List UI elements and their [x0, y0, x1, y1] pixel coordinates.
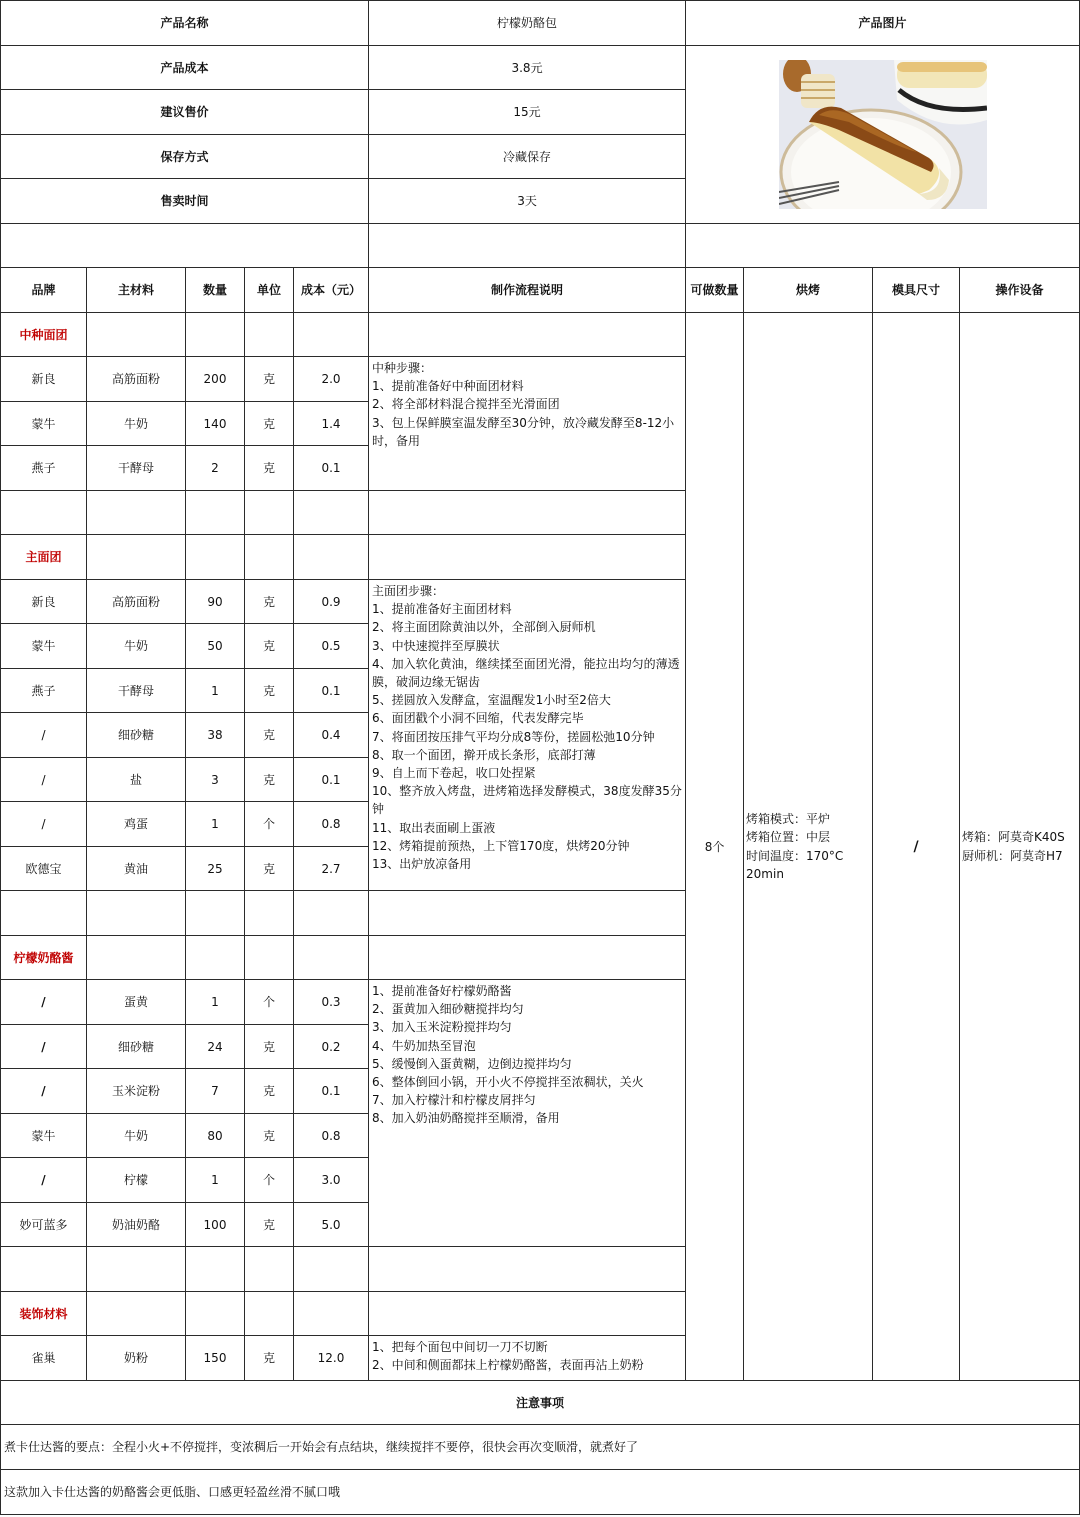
unit-cell: 个 [245, 1158, 294, 1203]
empty-cell [245, 936, 294, 980]
empty-cell [245, 313, 294, 357]
empty-cell [245, 1292, 294, 1336]
empty-cell [294, 1292, 369, 1336]
unit-cell: 克 [245, 1025, 294, 1069]
cost-cell: 0.4 [294, 713, 369, 758]
unit-cell: 克 [245, 1203, 294, 1247]
section-title: 主面团 [1, 535, 87, 580]
empty-cell [294, 936, 369, 980]
ingredient-cell: 牛奶 [87, 402, 186, 446]
brand-cell: / [1, 758, 87, 802]
ingredient-cell: 牛奶 [87, 1114, 186, 1158]
cost-cell: 2.7 [294, 847, 369, 891]
empty-cell [294, 491, 369, 535]
empty-cell [186, 313, 245, 357]
cost-cell: 0.8 [294, 1114, 369, 1158]
brand-cell: / [1, 1069, 87, 1114]
shelf-life-label: 售卖时间 [1, 179, 369, 224]
cost-cell: 0.1 [294, 669, 369, 713]
ingredient-cell: 鸡蛋 [87, 802, 186, 847]
cost-cell: 0.5 [294, 624, 369, 669]
product-cost-label: 产品成本 [1, 46, 369, 90]
empty-cell [369, 313, 686, 357]
empty-cell [87, 1292, 186, 1336]
quantity-cell: 25 [186, 847, 245, 891]
col-bake: 烘烤 [744, 268, 873, 313]
col-quantity: 数量 [186, 268, 245, 313]
cost-cell: 0.3 [294, 980, 369, 1025]
section-title: 中种面团 [1, 313, 87, 357]
unit-cell: 克 [245, 402, 294, 446]
empty-cell [87, 891, 186, 936]
brand-cell: / [1, 713, 87, 758]
empty-cell [1, 491, 87, 535]
empty-cell [87, 491, 186, 535]
unit-cell: 克 [245, 669, 294, 713]
empty-cell [369, 491, 686, 535]
unit-cell: 克 [245, 1336, 294, 1381]
empty-cell [294, 535, 369, 580]
empty-cell [1, 891, 87, 936]
product-name-label: 产品名称 [1, 1, 369, 46]
empty-cell [369, 1292, 686, 1336]
brand-cell: 新良 [1, 357, 87, 402]
unit-cell: 克 [245, 758, 294, 802]
quantity-cell: 80 [186, 1114, 245, 1158]
empty-cell [186, 491, 245, 535]
cost-cell: 0.1 [294, 446, 369, 491]
unit-cell: 个 [245, 980, 294, 1025]
suggested-price-label: 建议售价 [1, 90, 369, 135]
brand-cell: / [1, 1158, 87, 1203]
product-name-value: 柠檬奶酪包 [369, 1, 686, 46]
empty-cell [245, 1247, 294, 1292]
ingredient-cell: 蛋黄 [87, 980, 186, 1025]
empty-cell [186, 1247, 245, 1292]
section-title: 装饰材料 [1, 1292, 87, 1336]
brand-cell: 蒙牛 [1, 624, 87, 669]
col-ingredient: 主材料 [87, 268, 186, 313]
quantity-cell: 90 [186, 580, 245, 624]
col-cost: 成本（元） [294, 268, 369, 313]
empty-cell [294, 891, 369, 936]
col-yield: 可做数量 [686, 268, 744, 313]
empty-cell [1, 1247, 87, 1292]
storage-label: 保存方式 [1, 135, 369, 179]
unit-cell: 克 [245, 580, 294, 624]
quantity-cell: 1 [186, 980, 245, 1025]
empty-cell [186, 936, 245, 980]
ingredient-cell: 牛奶 [87, 624, 186, 669]
quantity-cell: 200 [186, 357, 245, 402]
ingredient-cell: 盐 [87, 758, 186, 802]
product-cost-value: 3.8元 [369, 46, 686, 90]
ingredient-cell: 奶粉 [87, 1336, 186, 1381]
cost-cell: 0.9 [294, 580, 369, 624]
empty-cell [1, 224, 369, 268]
empty-cell [686, 224, 1080, 268]
suggested-price-value: 15元 [369, 90, 686, 135]
brand-cell: / [1, 1025, 87, 1069]
quantity-cell: 100 [186, 1203, 245, 1247]
note-item: 这款加入卡仕达酱的奶酪酱会更低脂、口感更轻盈丝滑不腻口哦 [1, 1470, 1080, 1515]
process-steps: 1、把每个面包中间切一刀不切断 2、中间和侧面都抹上柠檬奶酪酱，表面再沾上奶粉 [369, 1336, 686, 1381]
notes-title: 注意事项 [1, 1381, 1080, 1425]
empty-cell [186, 535, 245, 580]
unit-cell: 克 [245, 1114, 294, 1158]
ingredient-cell: 细砂糖 [87, 713, 186, 758]
empty-cell [87, 535, 186, 580]
process-steps: 中种步骤： 1、提前准备好中种面团材料 2、将全部材料混合搅拌至光滑面团 3、包上保鲜膜室温发酵至30分钟，放冷藏发酵至8-12小时，备用 [369, 357, 686, 491]
equipment-value: 烤箱：阿莫奇K40S 厨师机：阿莫奇H7 [960, 313, 1080, 1381]
product-image-label: 产品图片 [686, 1, 1080, 46]
section-title: 柠檬奶酪酱 [1, 936, 87, 980]
unit-cell: 克 [245, 847, 294, 891]
cost-cell: 0.1 [294, 1069, 369, 1114]
empty-cell [186, 1292, 245, 1336]
brand-cell: 欧德宝 [1, 847, 87, 891]
cost-cell: 12.0 [294, 1336, 369, 1381]
quantity-cell: 50 [186, 624, 245, 669]
unit-cell: 克 [245, 1069, 294, 1114]
cost-cell: 3.0 [294, 1158, 369, 1203]
empty-cell [245, 891, 294, 936]
ingredient-cell: 奶油奶酪 [87, 1203, 186, 1247]
quantity-cell: 3 [186, 758, 245, 802]
quantity-cell: 38 [186, 713, 245, 758]
empty-cell [87, 1247, 186, 1292]
bake-settings: 烤箱模式：平炉 烤箱位置：中层 时间温度：170°C 20min [744, 313, 873, 1381]
brand-cell: / [1, 980, 87, 1025]
ingredient-cell: 细砂糖 [87, 1025, 186, 1069]
ingredient-cell: 高筋面粉 [87, 357, 186, 402]
yield-value: 8个 [686, 313, 744, 1381]
cost-cell: 0.1 [294, 758, 369, 802]
brand-cell: 燕子 [1, 446, 87, 491]
product-photo [779, 60, 987, 209]
empty-cell [245, 491, 294, 535]
brand-cell: 新良 [1, 580, 87, 624]
unit-cell: 克 [245, 357, 294, 402]
empty-cell [87, 936, 186, 980]
col-process: 制作流程说明 [369, 268, 686, 313]
note-item: 煮卡仕达酱的要点：全程小火+不停搅拌，变浓稠后一开始会有点结块，继续搅拌不要停，很快会再次变顺滑，就煮好了 [1, 1425, 1080, 1470]
empty-cell [186, 891, 245, 936]
quantity-cell: 1 [186, 1158, 245, 1203]
unit-cell: 克 [245, 713, 294, 758]
brand-cell: 雀巢 [1, 1336, 87, 1381]
quantity-cell: 24 [186, 1025, 245, 1069]
shelf-life-value: 3天 [369, 179, 686, 224]
ingredient-cell: 黄油 [87, 847, 186, 891]
empty-cell [369, 936, 686, 980]
cost-cell: 5.0 [294, 1203, 369, 1247]
empty-cell [245, 535, 294, 580]
ingredient-cell: 干酵母 [87, 446, 186, 491]
quantity-cell: 1 [186, 669, 245, 713]
unit-cell: 克 [245, 624, 294, 669]
brand-cell: 燕子 [1, 669, 87, 713]
process-steps: 主面团步骤： 1、提前准备好主面团材料 2、将主面团除黄油以外，全部倒入厨师机 3、中快速搅拌至厚膜状 4、加入软化黄油，继续揉至面团光滑，能拉出均匀的薄透膜，破洞边缘无锯齿 5、搓圆放入发酵盒，室温醒发1小时至2倍大 6、面团戳个小洞不回缩，代表发酵完毕 7、将面团按压排气平均分成8等份，搓圆松弛10分钟 8、取一个面团，擀开成长条形，底部打薄 9、自上而下卷起，收口处捏紧 10、整齐放入烤盘，进烤箱选择发酵模式，38度发酵35分钟 11、取出表面刷上蛋液 12、烤箱提前预热，上下管170度，烘烤20分钟 13、出炉放凉备用 [369, 580, 686, 891]
empty-cell [294, 313, 369, 357]
quantity-cell: 140 [186, 402, 245, 446]
quantity-cell: 1 [186, 802, 245, 847]
empty-cell [87, 313, 186, 357]
ingredient-cell: 玉米淀粉 [87, 1069, 186, 1114]
col-equipment: 操作设备 [960, 268, 1080, 313]
brand-cell: / [1, 802, 87, 847]
ingredient-cell: 高筋面粉 [87, 580, 186, 624]
mold-size-value: / [873, 313, 960, 1381]
cost-cell: 2.0 [294, 357, 369, 402]
quantity-cell: 7 [186, 1069, 245, 1114]
quantity-cell: 2 [186, 446, 245, 491]
empty-cell [369, 891, 686, 936]
unit-cell: 克 [245, 446, 294, 491]
process-steps: 1、提前准备好柠檬奶酪酱 2、蛋黄加入细砂糖搅拌均匀 3、加入玉米淀粉搅拌均匀 4、牛奶加热至冒泡 5、缓慢倒入蛋黄糊，边倒边搅拌均匀 6、整体倒回小锅，开小火不停搅拌至浓稠状，关火 7、加入柠檬汁和柠檬皮屑拌匀 8、加入奶油奶酪搅拌至顺滑，备用 [369, 980, 686, 1247]
empty-cell [369, 1247, 686, 1292]
empty-cell [369, 224, 686, 268]
product-image-cell [686, 46, 1080, 224]
bread-photo-image [779, 60, 987, 209]
storage-value: 冷藏保存 [369, 135, 686, 179]
col-mold-size: 模具尺寸 [873, 268, 960, 313]
empty-cell [294, 1247, 369, 1292]
quantity-cell: 150 [186, 1336, 245, 1381]
col-unit: 单位 [245, 268, 294, 313]
col-brand: 品牌 [1, 268, 87, 313]
unit-cell: 个 [245, 802, 294, 847]
brand-cell: 蒙牛 [1, 1114, 87, 1158]
cost-cell: 0.8 [294, 802, 369, 847]
cost-cell: 0.2 [294, 1025, 369, 1069]
ingredient-cell: 干酵母 [87, 669, 186, 713]
ingredient-cell: 柠檬 [87, 1158, 186, 1203]
brand-cell: 妙可蓝多 [1, 1203, 87, 1247]
empty-cell [369, 535, 686, 580]
brand-cell: 蒙牛 [1, 402, 87, 446]
cost-cell: 1.4 [294, 402, 369, 446]
